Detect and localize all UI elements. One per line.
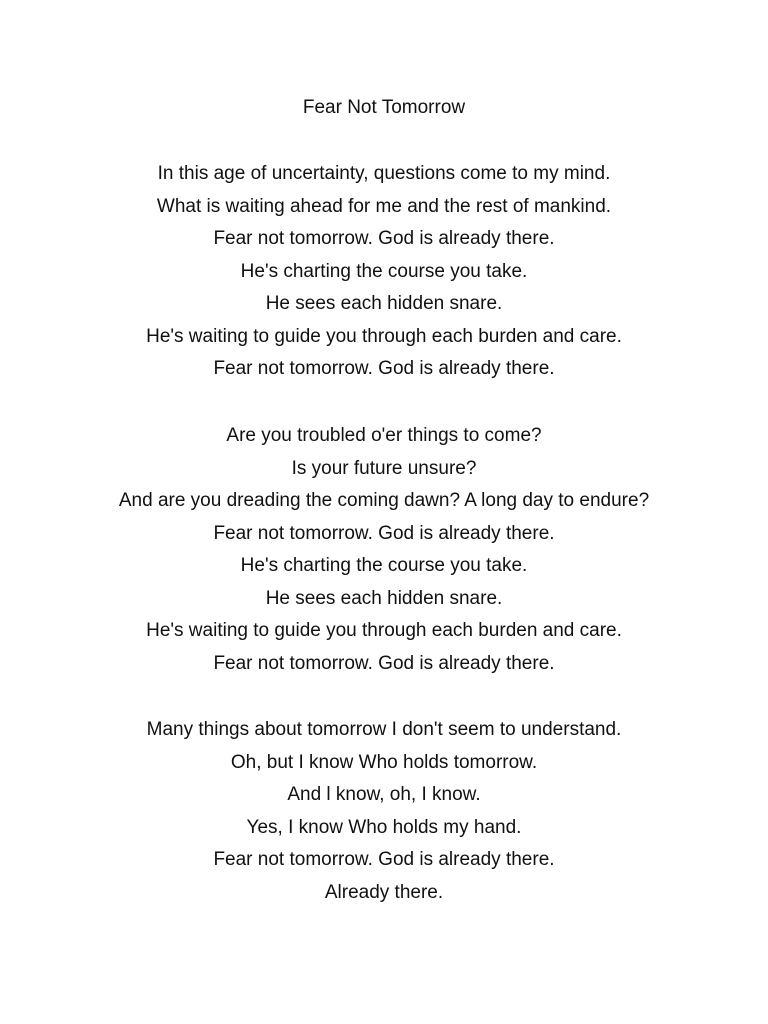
poem-line: Yes, I know Who holds my hand. <box>246 816 522 838</box>
poem-line: Fear not tomorrow. God is already there. <box>213 228 555 249</box>
stanza-1 <box>0 158 768 386</box>
poem-line: Already there. <box>324 881 444 903</box>
poem-line: He sees each hidden snare. <box>265 293 503 314</box>
stanza-2 <box>0 420 768 680</box>
poem-line: Fear not tomorrow. God is already there. <box>213 358 555 379</box>
poem-line: What is waiting ahead for me and the rest of mankind. <box>156 195 612 217</box>
poem-line: Fear not tomorrow. God is already there. <box>213 849 555 870</box>
poem-line: Oh, but I know Who holds tomorrow. <box>230 751 538 773</box>
poem-line: He's waiting to guide you through each burden and care. <box>146 620 622 641</box>
poem-line: In this age of uncertainty, questions come to my mind. <box>157 163 611 184</box>
poem-line: Is your future unsure? <box>291 457 477 479</box>
poem-line: And are you dreading the coming dawn? A long day to endure? <box>118 490 650 511</box>
stanza-3 <box>0 714 768 909</box>
poem-line: Fear not tomorrow. God is already there. <box>213 522 555 544</box>
poem-line: He's waiting to guide you through each burden and care. <box>146 325 622 347</box>
page-title: Fear Not Tomorrow <box>302 97 466 118</box>
poem-line: Fear not tomorrow. God is already there. <box>213 652 555 674</box>
poem-line: He sees each hidden snare. <box>265 587 503 609</box>
poem-line: He's charting the course you take. <box>240 555 528 576</box>
poem-line: Are you troubled o'er things to come? <box>226 425 542 446</box>
poem-line: And l know, oh, I know. <box>287 784 481 805</box>
poem-line: He's charting the course you take. <box>240 260 528 282</box>
poem-line: Many things about tomorrow I don't seem to understand. <box>146 719 622 740</box>
